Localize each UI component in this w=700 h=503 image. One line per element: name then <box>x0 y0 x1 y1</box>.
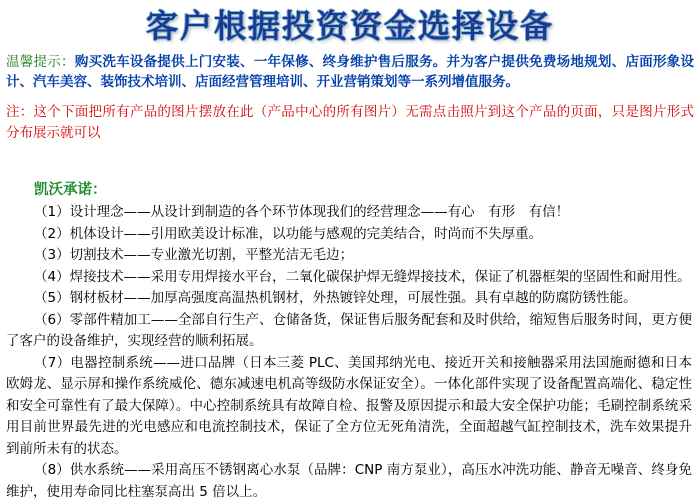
list-item: （8）供水系统——采用高压不锈钢离心水泵（品牌：CNP 南方泵业），高压水冲洗功能、静音无噪音、终身免维护，使用寿命同比柱塞泵高出 5 倍以上。 <box>6 462 692 500</box>
list-item: （5）钢材板材——加厚高强度高温热机钢材，外热镀锌处理，可展性强。具有卓越的防腐防锈性能。 <box>34 290 637 306</box>
list-item: （3）切割技术——专业激光切割，平整光洁无毛边； <box>34 247 354 263</box>
list-item: （6）零部件精加工——全部自行生产、仓储备货，保证售后服务配套和及时供给，缩短售后服务时间，更方便了客户的设备维护，实现经营的顺利拓展。 <box>6 311 692 349</box>
list-item: （1）设计理念——从设计到制造的各个环节体现我们的经营理念——有心 有形 有信！ <box>34 204 570 220</box>
page-title: 客户根据投资资金选择设备 <box>145 7 554 45</box>
promise-heading: 凯沃承诺： <box>34 182 107 198</box>
tip-paragraph <box>0 48 700 92</box>
list-item: （4）焊接技术——采用专用焊接水平台，二氧化碳保护焊无缝焊接技术，保证了机器框架的坚固性和耐用性。 <box>34 268 691 285</box>
promise-list <box>0 202 700 503</box>
note-paragraph: 注：这个下面把所有产品的图片摆放在此（产品中心的所有图片）无需点击照片到这个产品的页面，只是图片形式分布展示就可以 <box>6 104 694 141</box>
tip-lead-label: 温馨提示： <box>6 54 75 70</box>
spacer <box>0 144 700 178</box>
list-item: （2）机体设计——引用欧美设计标准，以功能与感观的完美结合，时尚而不失厚重。 <box>34 225 543 242</box>
tip-body-text: 购买洗车设备提供上门安装、一年保修、终身维护售后服务。并为客户提供免费场地规划、店面形象设计、汽车美容、装饰技术培训、店面经营管理培训、开业营销策划等一系列增值服务。 <box>6 54 695 90</box>
list-item: （7）电器控制系统——进口品牌（日本三菱 PLC、美国邦纳光电、接近开关和接触器采用法国施耐德和日本欧姆龙、显示屏和操作系统威伦、德东减速电机高等级防水保证安全）。一体化部件实现了设备配置高端化、稳定性和安全可靠性有了最大保障）。中心控制系统具有故障自检、报警及原因提示和最大安全保护功能；毛刷控制系统采用目前世界最先进的光电感应和电流控制技术，保证了全方位无死角清洗，全面超越气缸控制技术，洗车效果提升到前所未有的状态。 <box>6 354 692 457</box>
